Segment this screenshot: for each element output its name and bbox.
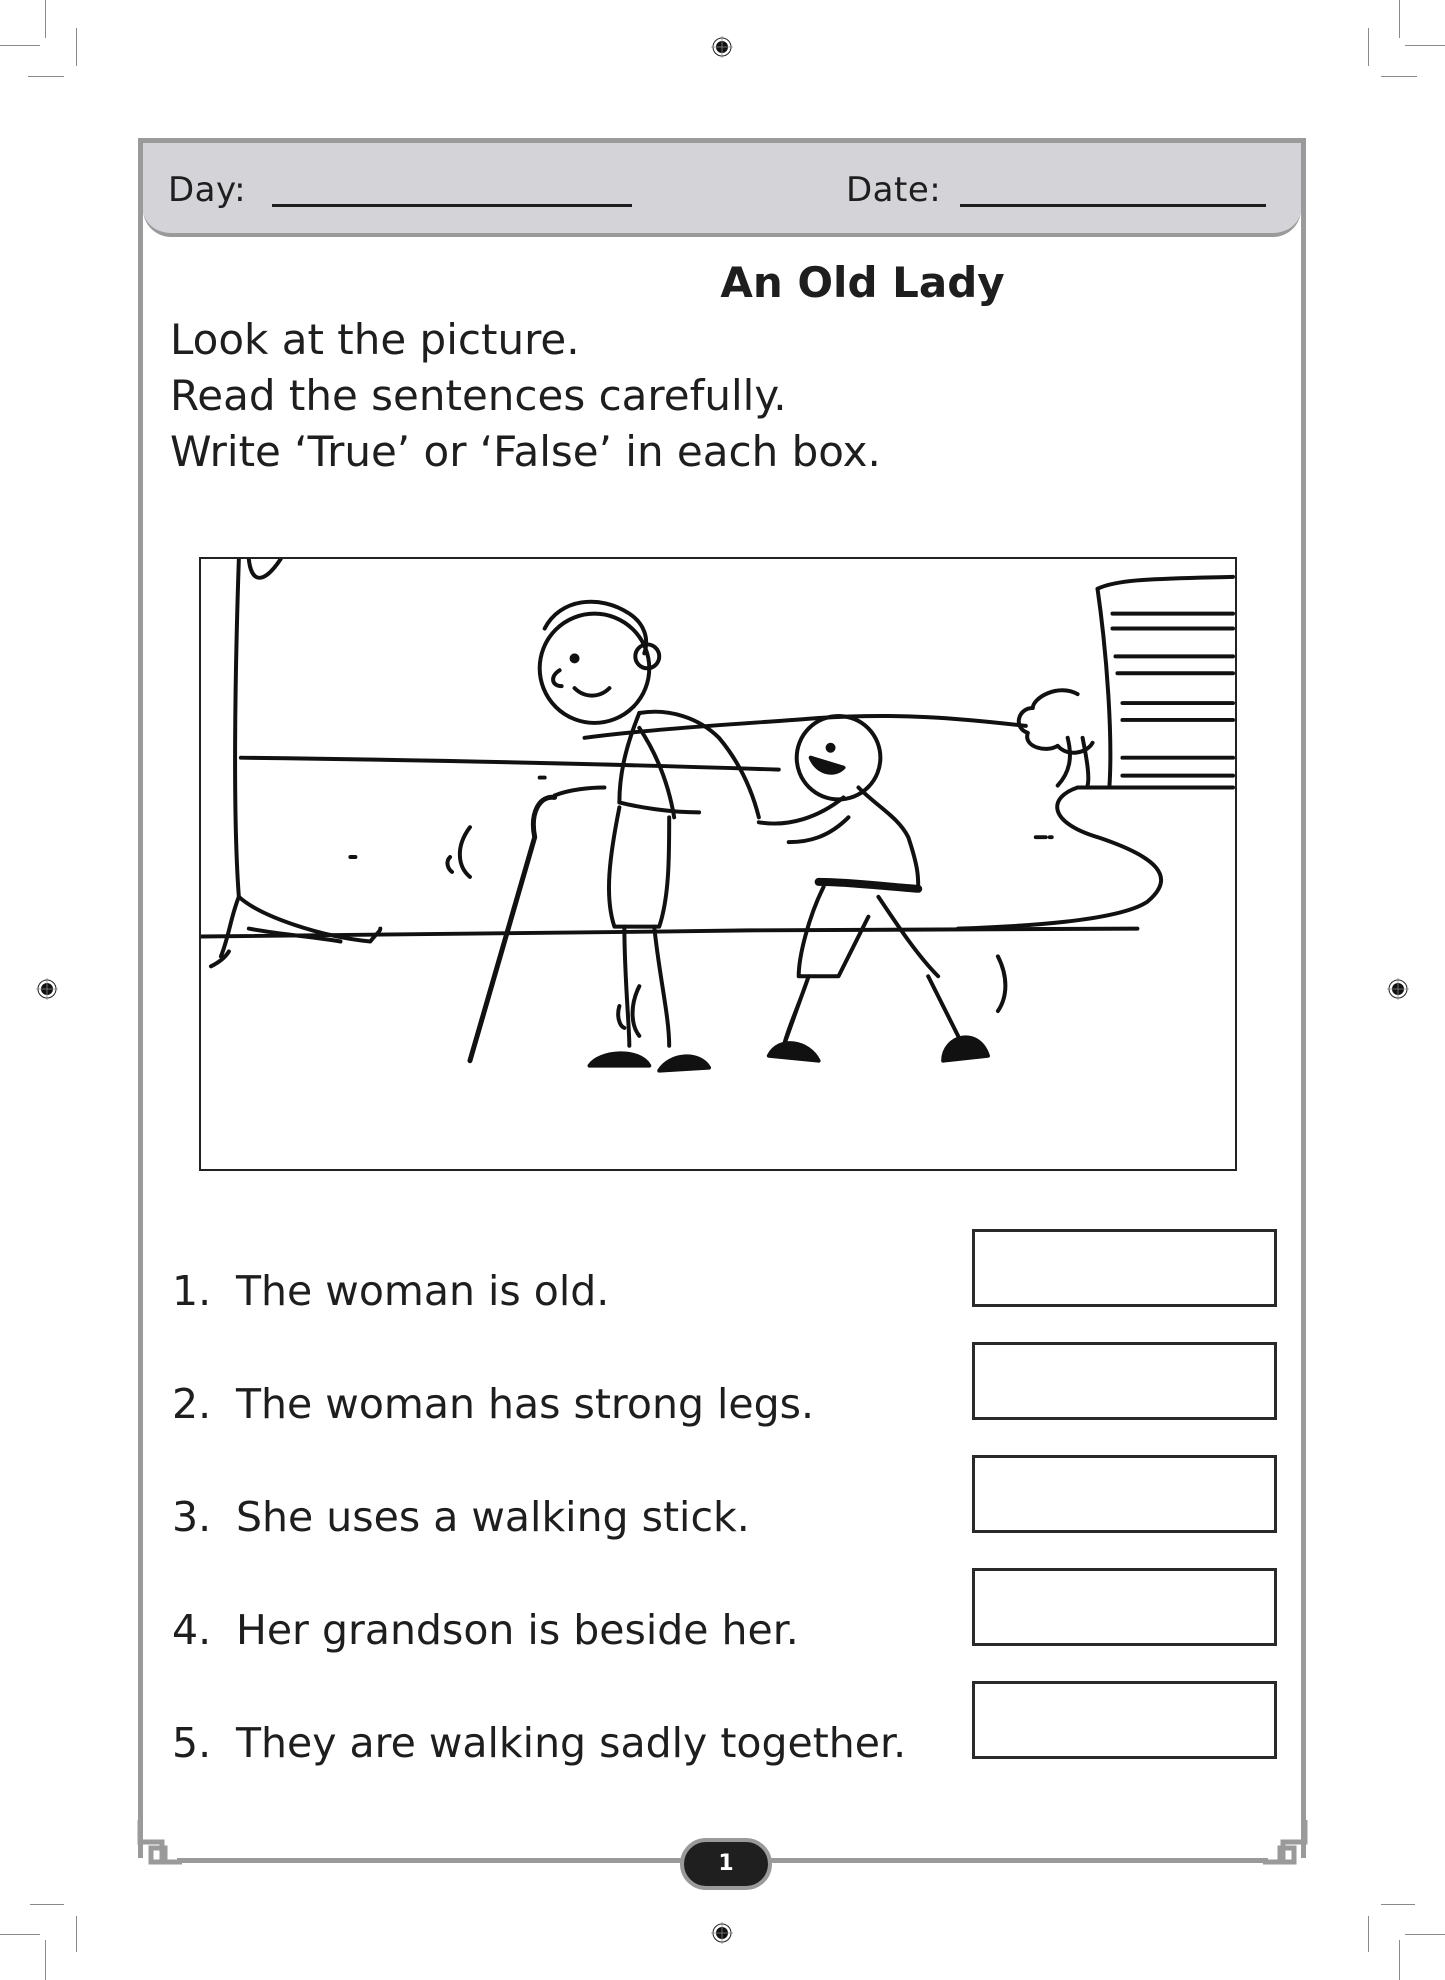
question-5 [172, 1719, 906, 1767]
answer-box-4[interactable] [972, 1568, 1277, 1646]
answer-box-5[interactable] [972, 1681, 1277, 1759]
question-text: The woman has strong legs. [236, 1380, 815, 1428]
tree-icon [211, 559, 380, 966]
instruction-1: Look at the picture. [170, 315, 580, 364]
corner-ornament-left [136, 1820, 182, 1866]
frame-bottom-left [177, 1858, 682, 1863]
answer-box-3[interactable] [972, 1455, 1277, 1533]
header-band [143, 143, 1301, 237]
question-number: 1. [172, 1267, 212, 1315]
question-3 [172, 1493, 750, 1541]
question-text: Her grandson is beside her. [236, 1606, 799, 1654]
walking-stick-icon [470, 797, 555, 1060]
old-lady-figure [540, 602, 759, 1071]
worksheet-title: An Old Lady [720, 258, 1005, 307]
grandson-figure [759, 716, 1006, 1061]
corner-ornament-right [1263, 1820, 1309, 1866]
question-number: 4. [172, 1606, 212, 1654]
question-number: 3. [172, 1493, 212, 1541]
instruction-2: Read the sentences carefully. [170, 371, 787, 420]
illustration-old-lady-and-grandson [199, 557, 1237, 1171]
answer-box-2[interactable] [972, 1342, 1277, 1420]
question-2 [172, 1380, 814, 1428]
registration-mark-top [711, 36, 733, 58]
registration-mark-bottom [711, 1922, 733, 1944]
date-input-line[interactable] [960, 204, 1266, 207]
page-number-badge: 1 [680, 1838, 772, 1890]
question-number: 2. [172, 1380, 212, 1428]
date-label: Date: [846, 170, 942, 210]
answer-box-1[interactable] [972, 1229, 1277, 1307]
question-text: The woman is old. [236, 1267, 610, 1315]
day-label: Day: [168, 170, 247, 210]
question-4 [172, 1606, 799, 1654]
question-text: They are walking sadly together. [236, 1719, 907, 1767]
registration-mark-left [36, 978, 58, 1000]
question-number: 5. [172, 1719, 212, 1767]
small-tree-icon [1019, 690, 1093, 785]
day-input-line[interactable] [272, 204, 632, 207]
registration-mark-right [1387, 978, 1409, 1000]
instruction-3: Write ‘True’ or ‘False’ in each box. [170, 427, 881, 476]
question-1 [172, 1267, 609, 1315]
question-text: She uses a walking stick. [236, 1493, 750, 1541]
frame-bottom-right [762, 1858, 1268, 1863]
building-icon [1098, 577, 1233, 786]
